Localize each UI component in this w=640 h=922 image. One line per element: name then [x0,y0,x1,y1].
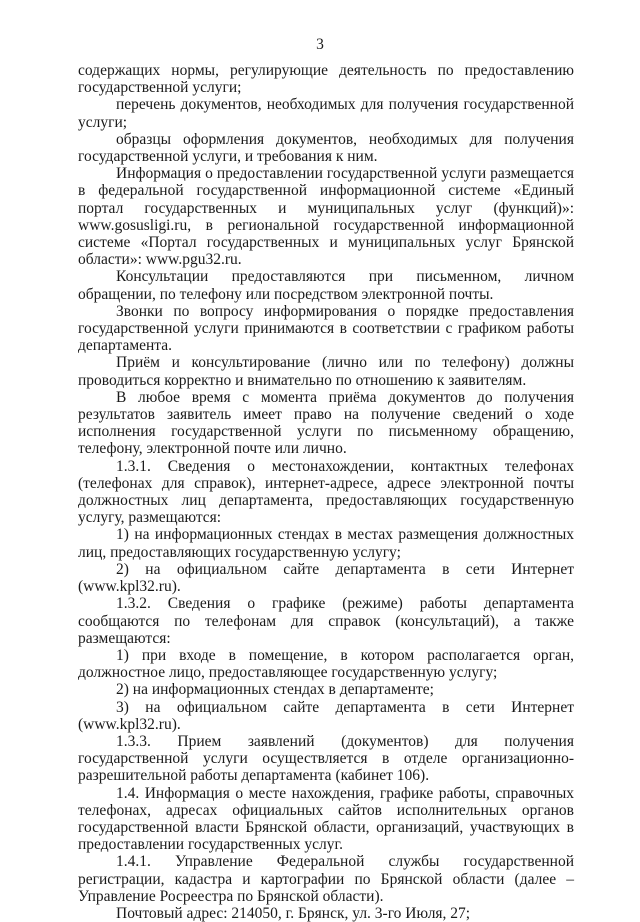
paragraph: содержащих нормы, регулирующие деятельность по предоставлению государственной услуги; [78,62,574,97]
document-body [78,62,574,922]
paragraph: Консультации предоставляются при письменном, личном обращении, по телефону или посредством электронной почты. [78,268,574,303]
paragraph: 1.4.1. Управление Федеральной службы государственной регистрации, кадастра и картографии по Брянской области (далее – Управление Росреестра по Брянской области). [78,853,574,905]
paragraph: Информация о предоставлении государственной услуги размещается в федеральной государственной информационной системе «Единый портал государственных и муниципальных услуг (функций)»: www.gosusligi.ru, в региональной государственной информационной системе «Портал государственных и муниципальных услуг Брянской области»: www.pgu32.ru. [78,165,574,269]
paragraph: образцы оформления документов, необходимых для получения государственной услуги, и требования к ним. [78,130,574,166]
paragraph: 3) на официальном сайте департамента в сети Интернет (www.kpl32.ru). [78,698,574,733]
paragraph: перечень документов, необходимых для получения государственной услуги; [78,96,574,131]
paragraph: 1.3.2. Сведения о графике (режиме) работы департамента сообщаются по телефонам для справок (консультаций), а также размещаются: [78,595,574,647]
paragraph: Звонки по вопросу информирования о порядке предоставления государственной услуги принимаются в соответствии с графиком работы департамента. [78,302,574,355]
paragraph: 2) на информационных стендах в департаменте; [116,681,434,699]
paragraph: 1) на информационных стендах в местах размещения должностных лиц, предоставляющих государственную услугу; [78,526,574,561]
paragraph: 2) на официальном сайте департамента в сети Интернет (www.kpl32.ru). [78,560,574,596]
paragraph: 1) при входе в помещение, в котором располагается орган, должностное лицо, предоставляющее государственную услугу; [78,646,574,682]
paragraph: Почтовый адрес: 214050, г. Брянск, ул. 3-го Июля, 27; [116,904,471,922]
paragraph: Приём и консультирование (лично или по телефону) должны проводиться корректно и внимательно по отношению к заявителям. [78,354,574,389]
paragraph: В любое время с момента приёма документов до получения результатов заявитель имеет право на получение сведений о ходе исполнения государственной услуги по письменному обращению, телефону, электронной почте или лично. [78,388,574,458]
paragraph: 1.3.3. Прием заявлений (документов) для получения государственной услуги осуществляется в отделе организационно-разрешительной работы департамента (кабинет 106). [78,732,574,785]
paragraph: 1.4. Информация о месте нахождения, графике работы, справочных телефонах, адресах официальных сайтов исполнительных органов государственной власти Брянской области, организаций, участвующих в предоставлении государственных услуг. [78,784,574,854]
paragraph: 1.3.1. Сведения о местонахождении, контактных телефонах (телефонах для справок), интернет-адресе, адресе электронной почты должностных лиц департамента, предоставляющих государственную услугу, размещаются: [78,457,574,527]
page-number: 3 [316,36,324,53]
